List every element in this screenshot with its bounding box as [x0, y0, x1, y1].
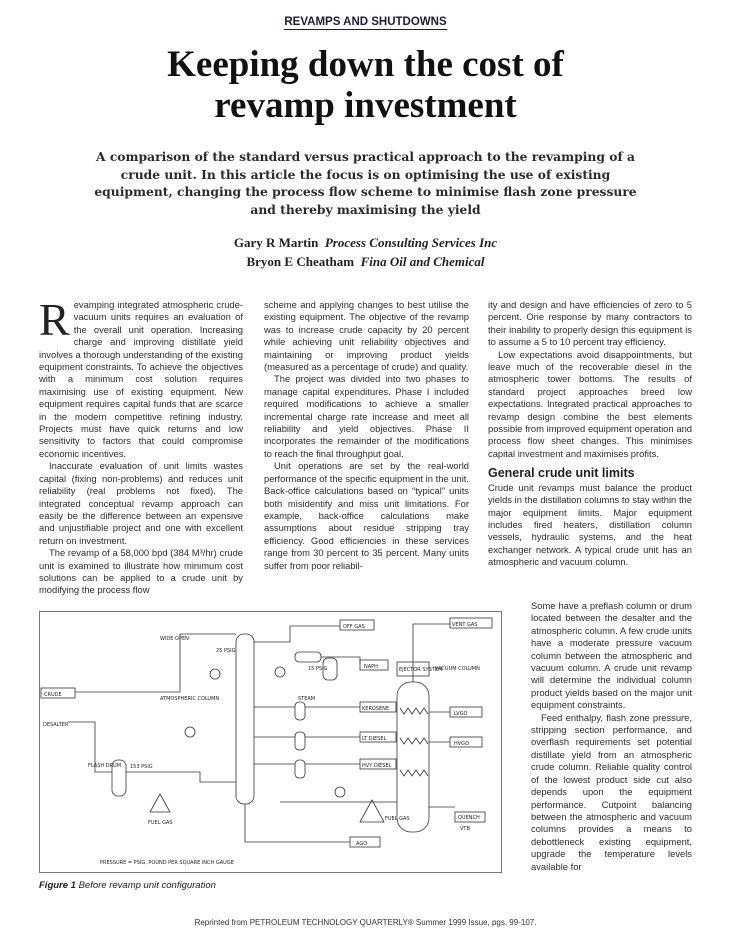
label-flash-drum: FLASH DRUM	[88, 763, 122, 769]
label-off-gas: OFF GAS	[343, 624, 365, 630]
paragraph: Unit operations are set by the real-world performance of the specific equipment in the unit. Back-office calculations based on “typical” units both misidentify and miss unit limitations. For example, back-office calculations make assumptions about residue stripping tray efficiency. Good efficiencies in these services range from 30 percent to 35 percent. Many units suffer from poor reliabil-	[264, 460, 469, 571]
paragraph: The revamp of a 58,000 bpd (384 M³/hr) crude unit is examined to illustrate how minimum cost solutions can be applied to a crude unit by modifying the process flow	[39, 547, 243, 596]
paragraph: Some have a preflash column or drum located between the desalter and the atmospheric column. A few crude units have a moderate pressure vacuum column between the atmospheric and vacuum column. A crude unit revamp will determine the individual column product yields based on the major unit equipment constraints.	[531, 600, 692, 711]
process-flow-figure	[39, 611, 502, 873]
authors	[0, 233, 731, 271]
paragraph: The project was divided into two phases to manage capital expenditures. Phase I included required modifications to achieve a smaller incremental charge rate increase and meet all reliability and yield objectives. Phase II incorporates the remainder of the modifications to reach the final throughput goal.	[264, 373, 469, 459]
standfirst: A comparison of the standard versus practical approach to the revamping of a crude unit. In this article the focus is on optimising the use of existing equipment, changing the process flow scheme to minimise flash zone pressure and thereby maximising the yield	[94, 149, 637, 217]
vacuum-column-shape	[397, 682, 429, 832]
section-kicker: REVAMPS AND SHUTDOWNS	[284, 16, 447, 28]
paragraph: Low expectations avoid disappointments, but leave much of the recoverable diesel in the atmospheric tower bottoms. The results of standard project approaches breed low expectations. Integrated practical approaches to revamp design combine the best elements possible from improved equipment operation and process flow sheet changes. This minimises capital investment and maximises profits.	[488, 348, 692, 459]
paragraph: Inaccurate evaluation of unit limits wastes capital (fixing non-problems) and reduces unit reliability (real problems not fixed). The integrated conceptual revamp approach can easily be the difference between an expensive and unjustifiable project and one with excellent return on investment.	[39, 460, 243, 546]
label-lvgo: LVGO	[454, 711, 468, 717]
label-25-psig: 25 PSIG	[216, 648, 236, 654]
label-kerosene: KEROSENE	[362, 706, 390, 712]
overhead-drum-shape	[295, 652, 321, 662]
author-2: Bryon E Cheatham Fina Oil and Chemical	[246, 254, 485, 269]
label-hvgo: HVGO	[454, 741, 469, 747]
body-column-1	[39, 294, 243, 597]
label-desalter: DESALTER	[43, 722, 69, 728]
label-wide-open: WIDE OPEN	[160, 636, 189, 642]
label-vacuum-column: VACUUM COLUMN	[435, 666, 480, 672]
section-heading: General crude unit limits	[488, 466, 635, 481]
label-fuel-gas: FUEL GAS	[148, 820, 173, 826]
label-crude: CRUDE	[44, 692, 62, 698]
label-lt-diesel: LT DIESEL	[362, 736, 387, 742]
process-flow-diagram	[40, 612, 501, 872]
label-153-psig: 153 PSIG	[130, 764, 153, 770]
body-column-3	[488, 299, 692, 569]
label-quench: QUENCH	[458, 815, 480, 821]
paragraph: Revamping integrated atmospheric crude-vacuum units requires an evaluation of the overall unit operation. Increasing charge and improving distillate yield involves a thorough understanding of the existing equipment constraints. To achieve the objectives with a minimum cost solution requires maximising use of existing equipment. New equipment requires capital funds that are scarce in the modern competitive refining industry. Projects must have quick returns and low sensitivity to factors that could compromise economic incentives.	[39, 294, 243, 459]
drop-cap: R	[39, 294, 70, 345]
label-naph: NAPH	[364, 664, 378, 670]
author-1: Gary R Martin Process Consulting Services Inc	[233, 235, 498, 250]
label-vent-gas: VENT GAS	[452, 622, 478, 628]
label-fuel-gas-2: FUEL GAS	[385, 816, 410, 822]
paragraph: ity and design and have efficiencies of zero to 5 percent. One response by many contractors to their inability to properly design this equipment is to assume a 5 to 10 percent tray efficiency.	[488, 299, 692, 348]
heater-shape	[150, 794, 170, 812]
label-ago: AGO	[356, 841, 368, 847]
label-pressure-note: PRESSURE = PSIG, POUND PER SQUARE INCH GAUGE	[100, 860, 234, 866]
atmospheric-column-shape	[236, 634, 254, 804]
footer-note: Reprinted from PETROLEUM TECHNOLOGY QUARTERLY® Summer 1999 Issue, pgs. 99-107.	[194, 918, 537, 927]
label-steam: STEAM	[298, 696, 316, 702]
label-15-psig: 15 PSIG	[308, 666, 328, 672]
figure-caption: Figure 1 Before revamp unit configuration	[39, 880, 216, 891]
title-line-1: Keeping down the cost of	[167, 44, 564, 85]
title-line-2: revamp investment	[214, 85, 517, 126]
heater-shape	[360, 800, 384, 822]
paragraph: scheme and applying changes to best utilise the existing equipment. The objective of the revamp was to increase crude capacity by 20 percent while achieving unit reliability objectives and maintaining or improving product yields (measured as a percentage of crude) and quality.	[264, 299, 469, 373]
article-title	[0, 44, 731, 126]
paragraph: Crude unit revamps must balance the product yields in the distillation columns to stay within the major equipment limits. Major equipment includes fired heaters, distillation column vessels, hydraulic systems, and the heat exchanger network. A typical crude unit has an atmospheric and vacuum column.	[488, 481, 692, 568]
label-vtb: VTB	[460, 826, 470, 832]
label-hvy-diesel: HVY DIESEL	[362, 763, 392, 769]
label-ejector: EJECTOR SYSTEM	[399, 667, 443, 673]
body-column-3-lower	[531, 600, 692, 873]
body-column-2	[264, 299, 469, 572]
label-atmospheric-column: ATMOSPHERIC COLUMN	[160, 696, 220, 702]
paragraph: Feed enthalpy, flash zone pressure, stripping section performance, and overflash requirements set potential distillate yield from an atmospheric crude column. Reliable quality control of the lowest product side cut also depends upon the equipment performance. Cutpoint balancing between the atmospheric and vacuum columns provides a means to debottleneck existing equipment, upgrade the temperature levels available for	[531, 711, 692, 872]
